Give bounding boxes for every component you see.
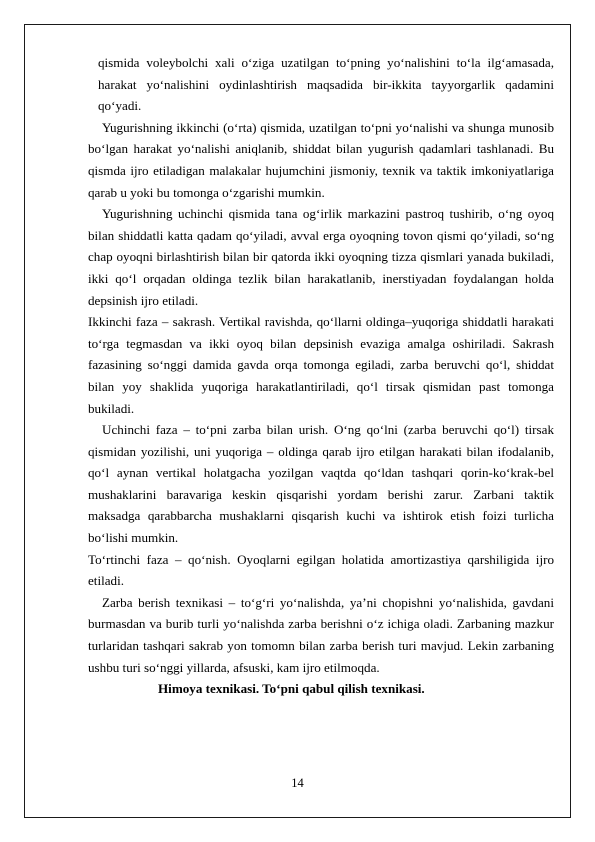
paragraph-strike-phase: Uchinchi faza – to‘pni zarba bilan urish. O‘ng qo‘lni (zarba beruvchi qo‘l) tirsak qismidan yozilishi, uni yuqoriga – oldinga qarab ijro etilgan harakati bilan ifodalanib, qo‘l aynan vertikal holatgacha yozilgan vaqtda qo‘ldan tashqari qorin-ko‘krak-bel mushaklarini baravariga keskin qisqarishi yordam berishi zarur. Zarbani taktik maksadga qarabbarcha mushaklarni qisqarish kuchi va ishtirok etish foizi turlicha bo‘lishi mumkin.: [88, 422, 554, 546]
section-heading: Himoya texnikasi. To‘pni qabul qilish texnikasi.: [158, 681, 425, 697]
page-number: 14: [291, 776, 304, 790]
paragraph-jump-phase: Ikkinchi faza – sakrash. Vertikal ravishda, qo‘llarni oldinga–yuqoriga shiddatli harakati to‘rga tegmasdan va ikki oyoq bilan depsinish evaziga amalga oshiriladi. Sakrash fazasining so‘nggi damida gavda orqa tomonga egiladi, zarba beruvchi qo‘l, shiddat bilan yoy shaklida yuqoriga harakatlantiriladi, qo‘l tirsak qismidan past tomonga bukiladi.: [88, 314, 554, 416]
paragraph-strike-technique: Zarba berish texnikasi – to‘g‘ri yo‘nalishda, ya’ni chopishni yo‘nalishida, gavdani burmasdan va burib turli yo‘nalishda zarba berishni o‘z ichiga oladi. Zarbaning mazkur turlaridan tashqari sakrab yon tomomn bilan zarba berish turi mavjud. Lekin zarbaning ushbu turi so‘nggi yillarda, afsuski, kam ijro etilmoqda.: [88, 594, 554, 675]
paragraph-third-phase: Yugurishning uchinchi qismida tana og‘irlik markazini pastroq tushirib, o‘ng oyoq bilan shiddatli katta qadam qo‘yiladi, avval erga oyoqning tovon qismi qo‘yiladi, so‘ng chap oyoqni birlashtirish bilan bir qatorda ikki oyoqning tizza qismlari yanada bukiladi, ikki qo‘l orqadan oldinga tezlik bilan harakatlanib, inerstiyadan foydalangan holda depsinish ijro etiladi.: [88, 206, 554, 308]
document-body: [88, 52, 554, 700]
paragraph-middle-phase: Yugurishning ikkinchi (o‘rta) qismida, uzatilgan to‘pni yo‘nalishi va shunga munosib bo‘lgan harakat yo‘nalishi aniqlanib, shiddat bilan yugurish qadamlari tashlanadi. Bu qismda ijro etiladigan malakalar hujumchini jismoniy, texnik va taktik imkoniyatlariga qarab u yoki bu tomonga o‘zgarishi mumkin.: [88, 119, 554, 200]
paragraph-continuation: qismida voleybolchi xali o‘ziga uzatilgan to‘pning yo‘nalishini to‘la ilg‘amasada, harakat yo‘nalishini oydinlashtirish maqsadida bir-ikkita tayyorgarlik qadamini qo‘yadi.: [98, 55, 554, 114]
paragraph-landing-phase: To‘rtinchi faza – qo‘nish. Oyoqlarni egilgan holatida amortizastiya qarshiligida ijro etiladi.: [88, 551, 554, 589]
